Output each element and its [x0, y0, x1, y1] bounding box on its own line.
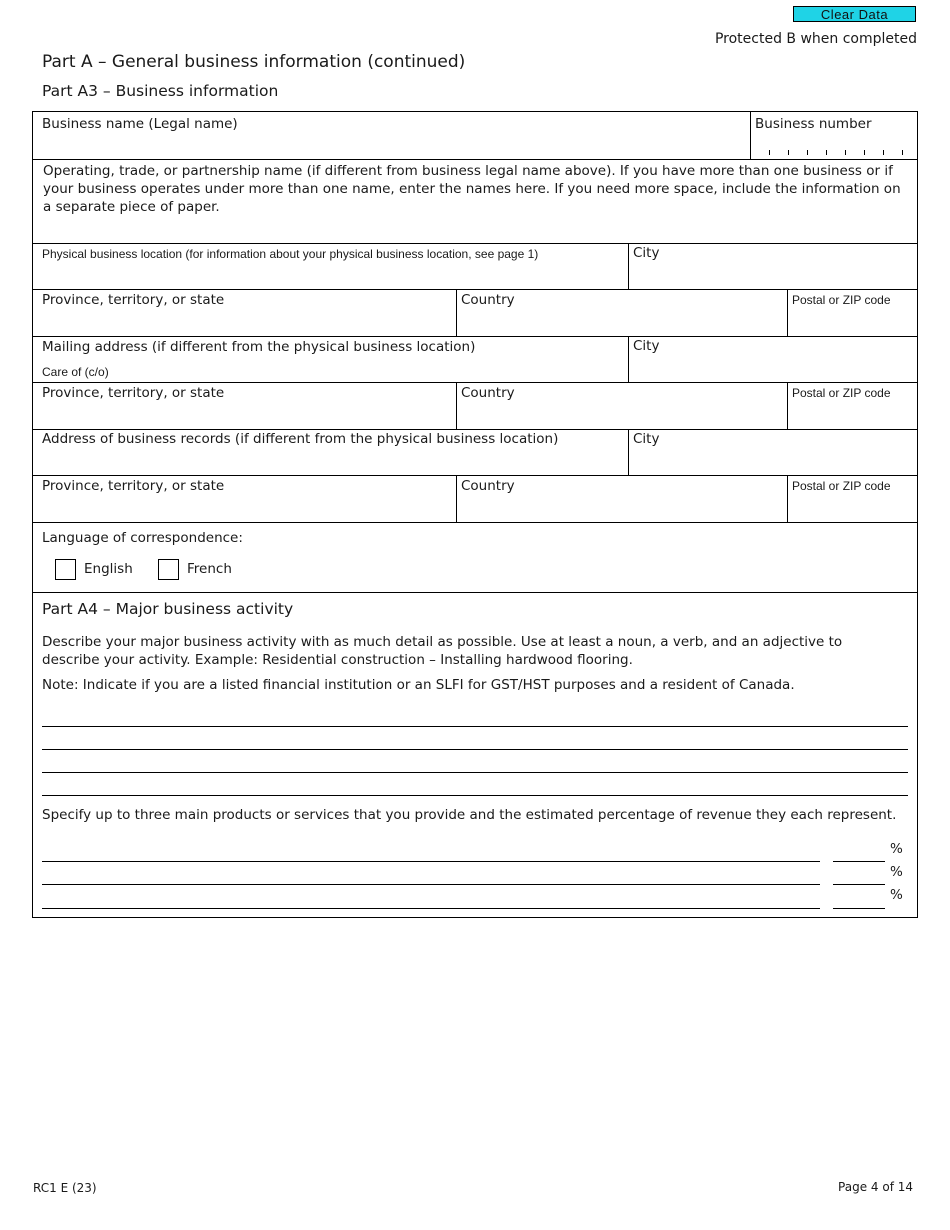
business-information-form — [32, 111, 918, 918]
activity-line-3[interactable] — [42, 772, 908, 773]
mailing-postal-input[interactable] — [792, 406, 912, 424]
records-address-input[interactable] — [42, 453, 622, 471]
digit-tick — [845, 150, 846, 155]
product-line-2[interactable] — [42, 884, 820, 885]
french-label: French — [187, 561, 232, 577]
operating-name-label: Operating, trade, or partnership name (if different from business legal name above). If you have more than one business or if your business operates under more than one name, enter the names here. If you need more space, include the information on a separate piece of paper. — [43, 163, 901, 215]
divider — [33, 382, 917, 383]
divider — [787, 382, 788, 429]
physical-province-input[interactable] — [42, 313, 450, 331]
divider — [33, 159, 917, 160]
product-line-1[interactable] — [42, 861, 820, 862]
divider — [456, 475, 457, 522]
activity-description: Describe your major business activity with as much detail as possible. Use at least a noun, a verb, and an adjective to describe your activity. Example: Residential construction – Installing hardwood flooring. — [42, 634, 843, 668]
divider — [33, 289, 917, 290]
part-a4-title: Part A4 – Major business activity — [42, 600, 294, 618]
business-number-label: Business number — [755, 116, 872, 132]
percent-line-1[interactable] — [833, 861, 885, 862]
physical-location-label: Physical business location (for information about your physical business location, see page 1) — [42, 247, 539, 261]
section-title: Part A – General business information (continued) — [42, 52, 466, 72]
activity-line-4[interactable] — [42, 795, 908, 796]
french-checkbox[interactable] — [158, 559, 179, 580]
protected-notice: Protected B when completed — [714, 31, 917, 47]
subsection-title: Part A3 – Business information — [42, 82, 279, 100]
records-country-input[interactable] — [461, 499, 781, 517]
percent-line-3[interactable] — [833, 908, 885, 909]
digit-tick — [826, 150, 827, 155]
divider — [787, 289, 788, 336]
mailing-country-input[interactable] — [461, 406, 781, 424]
divider — [628, 336, 629, 382]
province-label: Province, territory, or state — [42, 478, 225, 494]
mailing-address-input[interactable] — [115, 362, 620, 380]
records-address-label: Address of business records (if different from the physical business location) — [42, 431, 559, 447]
country-label: Country — [461, 478, 515, 494]
percent-line-2[interactable] — [833, 884, 885, 885]
divider — [33, 592, 917, 593]
city-label: City — [633, 431, 660, 447]
divider — [456, 289, 457, 336]
product-line-3[interactable] — [42, 908, 820, 909]
divider — [750, 112, 751, 159]
activity-line-1[interactable] — [42, 726, 908, 727]
percent-sign: % — [890, 887, 903, 903]
divider — [33, 475, 917, 476]
province-label: Province, territory, or state — [42, 292, 225, 308]
divider — [33, 243, 917, 244]
digit-tick — [883, 150, 884, 155]
divider — [456, 382, 457, 429]
physical-location-input[interactable] — [42, 267, 622, 285]
postal-label: Postal or ZIP code — [792, 386, 891, 400]
clear-data-button[interactable]: Clear Data — [793, 6, 916, 22]
mailing-address-label: Mailing address (if different from the physical business location) — [42, 339, 476, 355]
divider — [33, 429, 917, 430]
records-postal-input[interactable] — [792, 499, 912, 517]
mailing-province-input[interactable] — [42, 406, 450, 424]
activity-note: Note: Indicate if you are a listed financial institution or an SLFI for GST/HST purposes and a resident of Canada. — [42, 677, 795, 693]
physical-postal-input[interactable] — [792, 313, 912, 331]
digit-tick — [902, 150, 903, 155]
page-number: Page 4 of 14 — [838, 1180, 913, 1194]
divider — [33, 336, 917, 337]
products-instruction: Specify up to three main products or services that you provide and the estimated percentage of revenue they each represent. — [42, 807, 897, 823]
records-city-input[interactable] — [633, 453, 911, 471]
divider — [628, 243, 629, 289]
care-of-label: Care of (c/o) — [42, 365, 109, 379]
country-label: Country — [461, 292, 515, 308]
form-id: RC1 E (23) — [33, 1181, 97, 1195]
business-name-label: Business name (Legal name) — [42, 116, 238, 132]
mailing-city-input[interactable] — [633, 360, 911, 378]
operating-name-input[interactable] — [43, 218, 909, 238]
language-label: Language of correspondence: — [42, 530, 243, 546]
physical-country-input[interactable] — [461, 313, 781, 331]
divider — [628, 429, 629, 475]
digit-tick — [788, 150, 789, 155]
city-label: City — [633, 245, 660, 261]
english-label: English — [84, 561, 133, 577]
business-name-input[interactable] — [42, 136, 742, 154]
percent-sign: % — [890, 841, 903, 857]
english-checkbox[interactable] — [55, 559, 76, 580]
postal-label: Postal or ZIP code — [792, 479, 891, 493]
percent-sign: % — [890, 864, 903, 880]
business-number-boxes[interactable] — [755, 136, 911, 158]
digit-tick — [807, 150, 808, 155]
postal-label: Postal or ZIP code — [792, 293, 891, 307]
activity-line-2[interactable] — [42, 749, 908, 750]
digit-tick — [864, 150, 865, 155]
province-label: Province, territory, or state — [42, 385, 225, 401]
country-label: Country — [461, 385, 515, 401]
records-province-input[interactable] — [42, 499, 450, 517]
divider — [33, 522, 917, 523]
divider — [787, 475, 788, 522]
digit-tick — [769, 150, 770, 155]
physical-city-input[interactable] — [633, 267, 911, 285]
city-label: City — [633, 338, 660, 354]
